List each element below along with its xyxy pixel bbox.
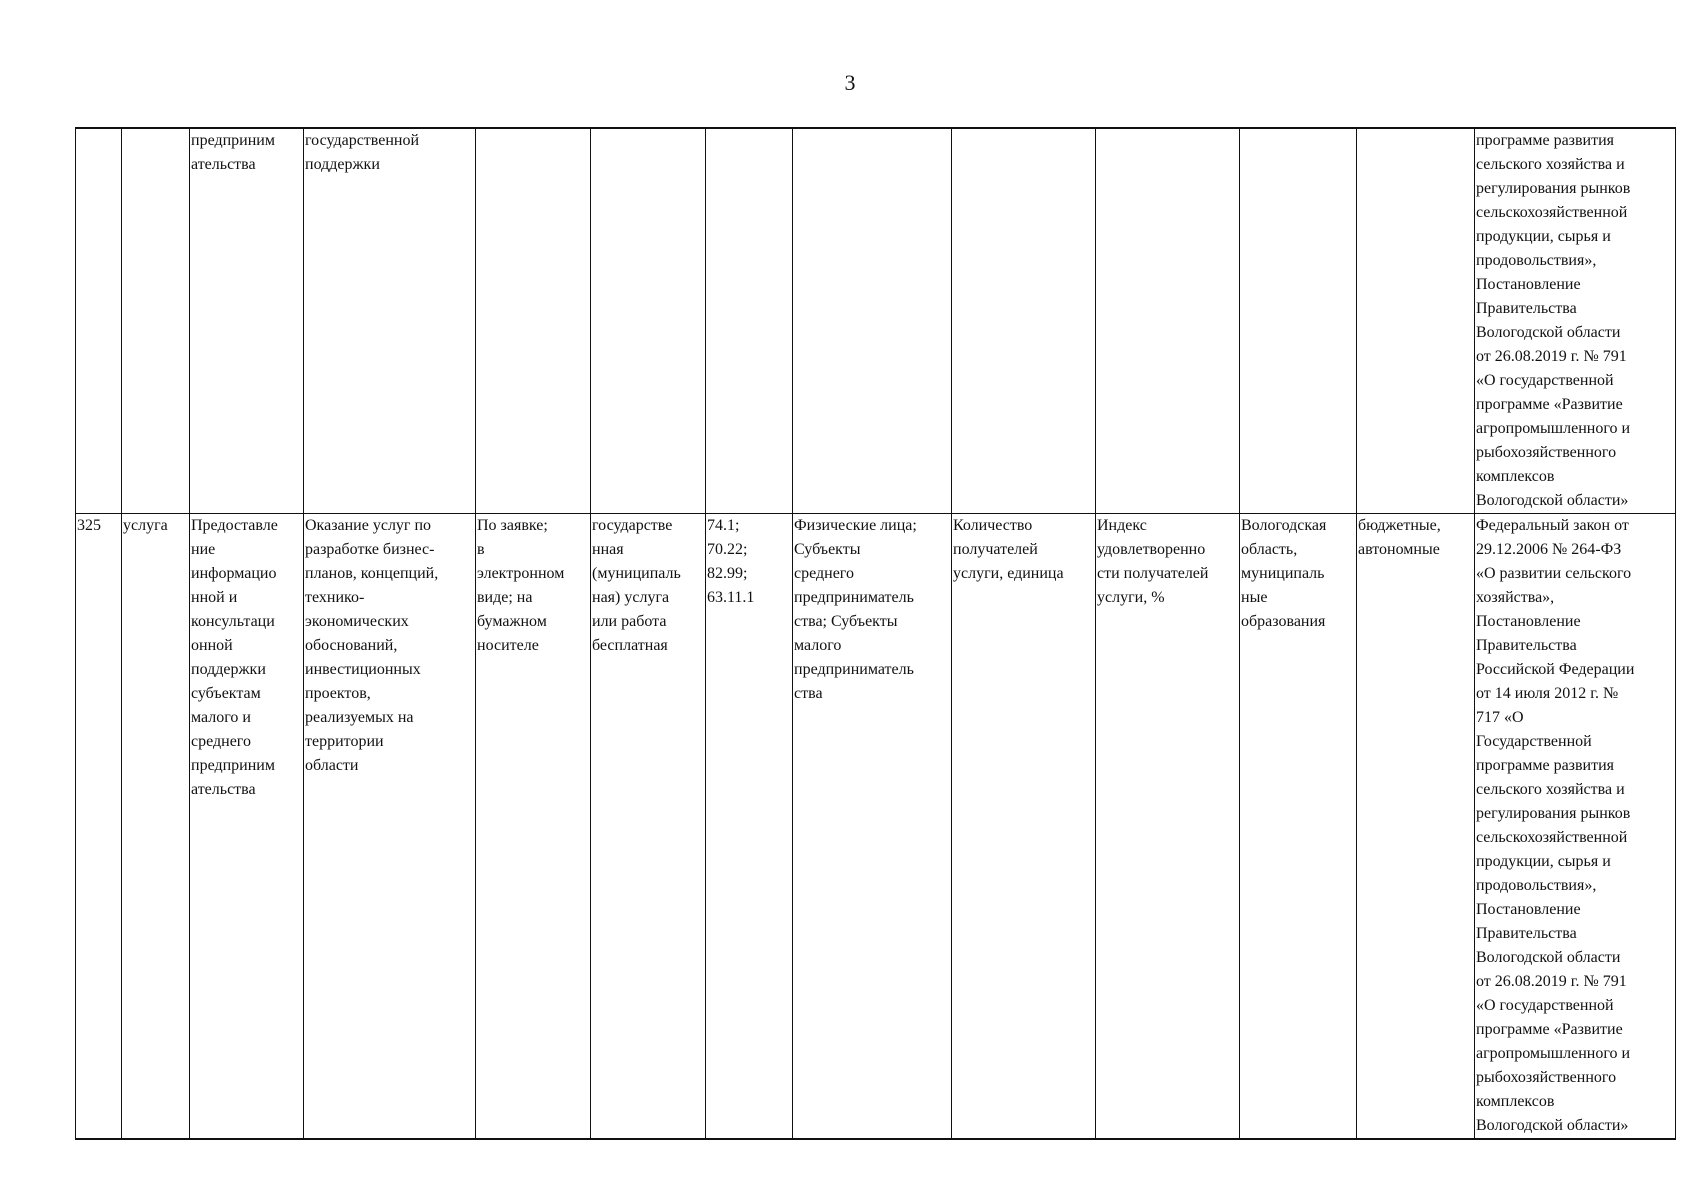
page-number: 3 (844, 70, 856, 95)
cell-okved (706, 128, 793, 514)
cell-form (476, 128, 591, 514)
cell-service-name: предприним ательства (190, 128, 304, 514)
cell-form: По заявке; в электронном виде; на бумажном носителе (476, 514, 591, 1140)
cell-type (122, 128, 190, 514)
cell-kind (591, 128, 706, 514)
registry-table (75, 127, 1676, 1140)
cell-content: Оказание услуг по разработке бизнес- планов, концепций, технико- экономических обоснований, инвестиционных проектов, реализуемых на территории области (304, 514, 476, 1140)
cell-consumers: Физические лица; Субъекты среднего предприниматель ства; Субъекты малого предприниматель ства (793, 514, 952, 1140)
cell-kind: государстве нная (муниципаль ная) услуга или работа бесплатная (591, 514, 706, 1140)
cell-territory (1240, 128, 1357, 514)
cell-type: услуга (122, 514, 190, 1140)
table-row (76, 128, 1676, 514)
table-row (76, 514, 1676, 1140)
cell-service-name: Предоставле ние информацио нной и консультаци онной поддержки субъектам малого и среднего предприним ательства (190, 514, 304, 1140)
cell-consumers (793, 128, 952, 514)
cell-volume-indicator (952, 128, 1096, 514)
cell-content: государственной поддержки (304, 128, 476, 514)
cell-number (76, 128, 122, 514)
cell-quality-indicator: Индекс удовлетворенно сти получателей услуги, % (1096, 514, 1240, 1140)
cell-volume-indicator: Количество получателей услуги, единица (952, 514, 1096, 1140)
cell-number: 325 (76, 514, 122, 1140)
cell-institution-type: бюджетные, автономные (1357, 514, 1475, 1140)
cell-legal-basis: Федеральный закон от 29.12.2006 № 264-ФЗ «О развитии сельского хозяйства», Постановление Правительства Российской Федерации от 14 июля 2012 г. № 717 «О Государственной программе развития сельского хозяйства и регулирования рынков сельскохозяйственной продукции, сырья и продовольствия», Постановление Правительства Вологодской области от 26.08.2019 г. № 791 «О государственной программе «Развитие агропромышленного и рыбохозяйственного комплексов Вологодской области» (1475, 514, 1676, 1140)
cell-territory: Вологодская область, муниципаль ные образования (1240, 514, 1357, 1140)
cell-legal-basis: программе развития сельского хозяйства и регулирования рынков сельскохозяйственной продукции, сырья и продовольствия», Постановление Правительства Вологодской области от 26.08.2019 г. № 791 «О государственной программе «Развитие агропромышленного и рыбохозяйственного комплексов Вологодской области» (1475, 128, 1676, 514)
cell-okved: 74.1; 70.22; 82.99; 63.11.1 (706, 514, 793, 1140)
cell-quality-indicator (1096, 128, 1240, 514)
cell-institution-type (1357, 128, 1475, 514)
